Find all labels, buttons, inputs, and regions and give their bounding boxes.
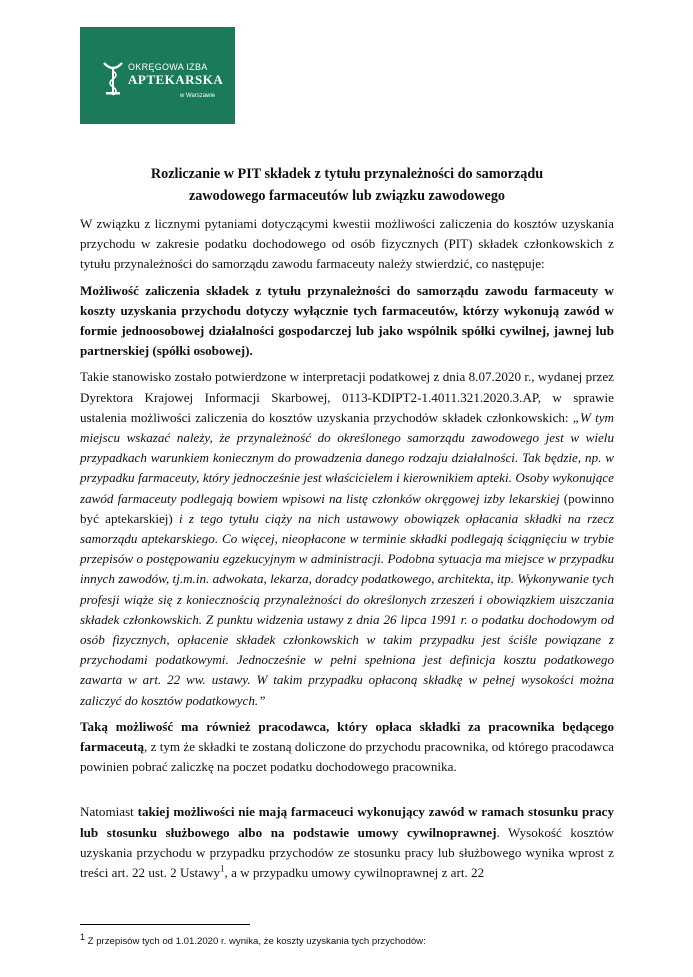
footnote-separator bbox=[80, 924, 250, 925]
employees-bold: takiej możliwości nie mają farmaceuci wykonujący zawód w ramach stosunku pracy lub stosunku służbowego albo na podstawie umowy cywilnoprawnej bbox=[80, 804, 615, 840]
logo-line3: w Warszawie bbox=[180, 93, 216, 99]
logo bbox=[80, 27, 235, 124]
interpretation-correction: (powinno być aptekarskiej) bbox=[80, 490, 614, 526]
footnote-mark: 1 bbox=[80, 931, 86, 942]
paragraph-bold-statement: Możliwość zaliczenia składek z tytułu przynależności do samorządu zawodu farmaceuty w koszty uzyskania przychodu dotyczy wyłącznie tych farmaceutów, którzy wykonują zawód w formie jednoosobowej działalności gospodarczej lub jako wspólnik spółki cywilnej, jawnej lub partnerskiej (spółki osobowej). bbox=[80, 282, 614, 359]
paragraph-interpretation bbox=[80, 367, 614, 710]
interpretation-quote-part2: i z tego tytułu ciąży na nich ustawowy obowiązek opłacania składki na rzecz samorządu aptekarskiego. Co więcej, nieopłacone w terminie składki podlegają ściągnięciu w trybie przepisów o postępowaniu egzekucyjnym w administracji. Podobna sytuacja ma miejsce w przypadku innych zawodów, tj.m.in. adwokata, lekarza, doradcy podatkowego, architekta, itp. Wykonywanie tych profesji wiąże się z koniecznością przynależności do określonych zrzeszeń i obowiązkiem uiszczania składek członkowskich. Z punktu widzenia ustawy z dnia 26 lipca 1991 r. o podatku dochodowym od osób fizycznych, opłacenie składek członkowskich w takim przypadku jest ściśle powiązane z przychodami podatkowymi. Jednocześnie w pełni spełniona jest definicja kosztu podatkowego zawarta w art. 22 ww. ustawy. W takim przypadku opłaconą składkę w pełnej wysokości można zaliczyć do kosztów podatkowych.” bbox=[80, 510, 614, 708]
logo-line2: APTEKARSKA bbox=[128, 72, 224, 87]
footnote-reference[interactable]: 1 bbox=[220, 863, 225, 874]
employer-rest: , z tym że składki te zostaną doliczone do przychodu pracownika, od którego pracodawca powinien pobrać zaliczkę na poczet podatku dochodowego pracownika. bbox=[80, 739, 614, 775]
employees-rest: . Wysokość kosztów uzyskania przychodu w przypadku przychodów ze stosunku pracy lub służbowego wynika wprost z treści art. 22 ust. 2 Ustawy bbox=[80, 824, 614, 881]
employees-tail: , a w przypadku umowy cywilnoprawnej z art. 22 bbox=[224, 865, 485, 881]
title-line2: zawodowego farmaceutów lub związku zawodowego bbox=[188, 188, 506, 204]
employer-bold: Taką możliwość ma również pracodawca, który opłaca składki za pracownika będącego farmaceutą bbox=[80, 718, 614, 755]
footnote-text: Z przepisów tych od 1.01.2020 r. wynika, że koszty uzyskania tych przychodów: bbox=[85, 936, 426, 947]
document-title bbox=[80, 163, 614, 207]
footnote bbox=[80, 931, 426, 947]
paragraph-employer bbox=[80, 717, 614, 778]
caduceus-icon bbox=[100, 57, 126, 97]
interpretation-quote-part1: „W tym miejscu wskazać należy, że przynależność do określonego samorządu zawodowego jest w wielu przypadkach warunkiem koniecznym do prowadzenia danego rodzaju działalności. Tak będzie, np. w przypadku farmaceuty, który jednocześnie jest właścicielem i kierownikiem apteki. Osoby wykonujące zawód farmaceuty podlegają bowiem wpisowi na listę członków okręgowej izby lekarskiej bbox=[80, 409, 614, 506]
employees-start: Natomiast bbox=[80, 804, 138, 820]
logo-line1: OKRĘGOWA IZBA bbox=[128, 62, 208, 72]
document-body bbox=[80, 163, 614, 889]
paragraph-employees bbox=[80, 802, 614, 883]
title-line1: Rozliczanie w PIT składek z tytułu przynależności do samorządu bbox=[150, 166, 544, 182]
interpretation-intro: Takie stanowisko zostało potwierdzone w interpretacji podatkowej z dnia 8.07.2020 r., wydanej przez Dyrektora Krajowej Informacji Skarbowej, 0113-KDIPT2-1.4011.321.2020.3.AP, w sprawie ustalenia możliwości zaliczenia do kosztów uzyskania przychodów składek członkowskich: bbox=[80, 369, 614, 425]
paragraph-intro: W związku z licznymi pytaniami dotyczącymi kwestii możliwości zaliczenia do kosztów uzyskania przychodu w zakresie podatku dochodowego od osób fizycznych (PIT) składek członkowskich z tytułu przynależności do samorządu zawodu farmaceuty należy stwierdzić, co następuje: bbox=[80, 216, 614, 272]
